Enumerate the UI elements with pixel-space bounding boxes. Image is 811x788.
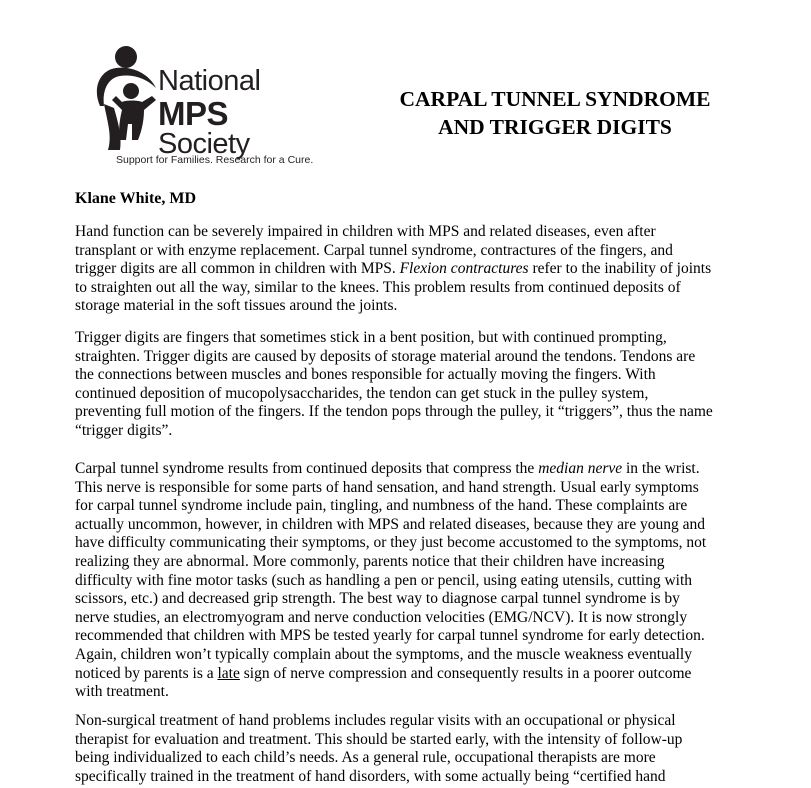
text-line: with treatment. (75, 683, 169, 701)
text-line: transplant or with enzyme replacement. Carpal tunnel syndrome, contractures of the fingers, and (75, 241, 673, 259)
text-line: have difficulty communicating their symptoms, or they just become accustomed to the symptoms, not (75, 534, 707, 552)
text-line: preventing full motion of the fingers. If the tendon pops through the pulley, it “triggers”, thus the name (75, 403, 713, 421)
text-run: trigger digits are all common in children with MPS. (75, 260, 400, 278)
title-line-1: CARPAL TUNNEL SYNDROME (399, 87, 711, 111)
text-line: storage material in the soft tissues around the joints. (75, 297, 398, 315)
paragraph-non-surgical-treatment (75, 712, 775, 786)
text-line: This nerve is responsible for some parts of hand sensation, and hand strength. Usual early symptoms (75, 478, 699, 496)
italic-term-median-nerve: median nerve (538, 460, 623, 477)
text-line: recommended that children with MPS be tested yearly for carpal tunnel syndrome for early detection. (75, 627, 705, 645)
text-line: specifically trained in the treatment of hand disorders, with some actually being “certified hand (75, 767, 666, 785)
text-run: noticed by parents is a (75, 664, 218, 682)
text-line: Trigger digits are fingers that sometimes stick in a bent position, but with continued prompting, (75, 329, 667, 346)
text-run: Carpal tunnel syndrome results from continued deposits that compress the (75, 460, 539, 477)
text-line: continued deposition of mucopolysaccharides, the tendon can get stuck in the pulley system, (75, 384, 649, 402)
text-line: straighten. Trigger digits are caused by deposits of storage material around the tendons. Tendons are (75, 347, 696, 365)
paragraph-intro (75, 223, 775, 316)
text-line: “trigger digits”. (75, 421, 173, 439)
text-line: therapist for evaluation and treatment. This should be started early, with the intensity of follow-up (75, 730, 683, 748)
text-line (75, 460, 775, 479)
text-run: refer to the inability of joints (528, 260, 712, 278)
text-line: for carpal tunnel syndrome include pain, tingling, and numbness of the hand. These complaints are (75, 497, 688, 515)
text-line (75, 260, 775, 279)
text-line: the connections between muscles and bones responsible for actually moving the fingers. With (75, 366, 656, 384)
text-run: in the wrist. (622, 460, 700, 477)
title-line-2: AND TRIGGER DIGITS (438, 115, 672, 139)
paragraph-trigger-digits (75, 329, 775, 441)
text-line: to straighten out all the way, similar to the knees. This problem results from continued deposits of (75, 278, 681, 296)
italic-term-flexion-contractures: Flexion contractures (399, 260, 529, 278)
document-title (300, 85, 810, 141)
paragraph-carpal-tunnel (75, 460, 775, 702)
underlined-word-late: late (217, 664, 240, 682)
text-line: scissors, etc.) and decreased grip strength. The best way to diagnose carpal tunnel syndrome is by (75, 590, 680, 608)
text-line: difficulty with fine motor tasks (such as handling a pen or pencil, using eating utensils, cutting with (75, 571, 693, 589)
mps-society-figure-icon (86, 44, 162, 152)
text-line: Again, children won’t typically complain about the symptoms, and the muscle weakness eventually (75, 645, 692, 663)
text-line: Hand function can be severely impaired in children with MPS and related diseases, even after (75, 223, 656, 240)
author-name: Klane White, MD (75, 190, 197, 207)
text-line (75, 665, 775, 684)
text-run: sign of nerve compression and consequently results in a poorer outcome (239, 664, 692, 682)
text-line: being individualized to each child’s needs. As a general rule, occupational therapists are more (75, 749, 656, 767)
text-line: nerve studies, an electromyogram and nerve conduction velocities (EMG/NCV). It is now strongly (75, 608, 688, 626)
logo-tagline: Support for Families. Research for a Cure. (116, 154, 314, 166)
logo-word-mps: MPS (158, 95, 229, 132)
logo-word-national: National (158, 65, 261, 97)
text-line: Non-surgical treatment of hand problems includes regular visits with an occupational or physical (75, 712, 676, 729)
text-line: actually uncommon, however, in children with MPS and related diseases, because they are young and (75, 515, 705, 533)
text-line: realizing they are abnormal. More commonly, parents notice that their children have increasing (75, 552, 665, 570)
logo-word-society: Society (158, 128, 250, 160)
